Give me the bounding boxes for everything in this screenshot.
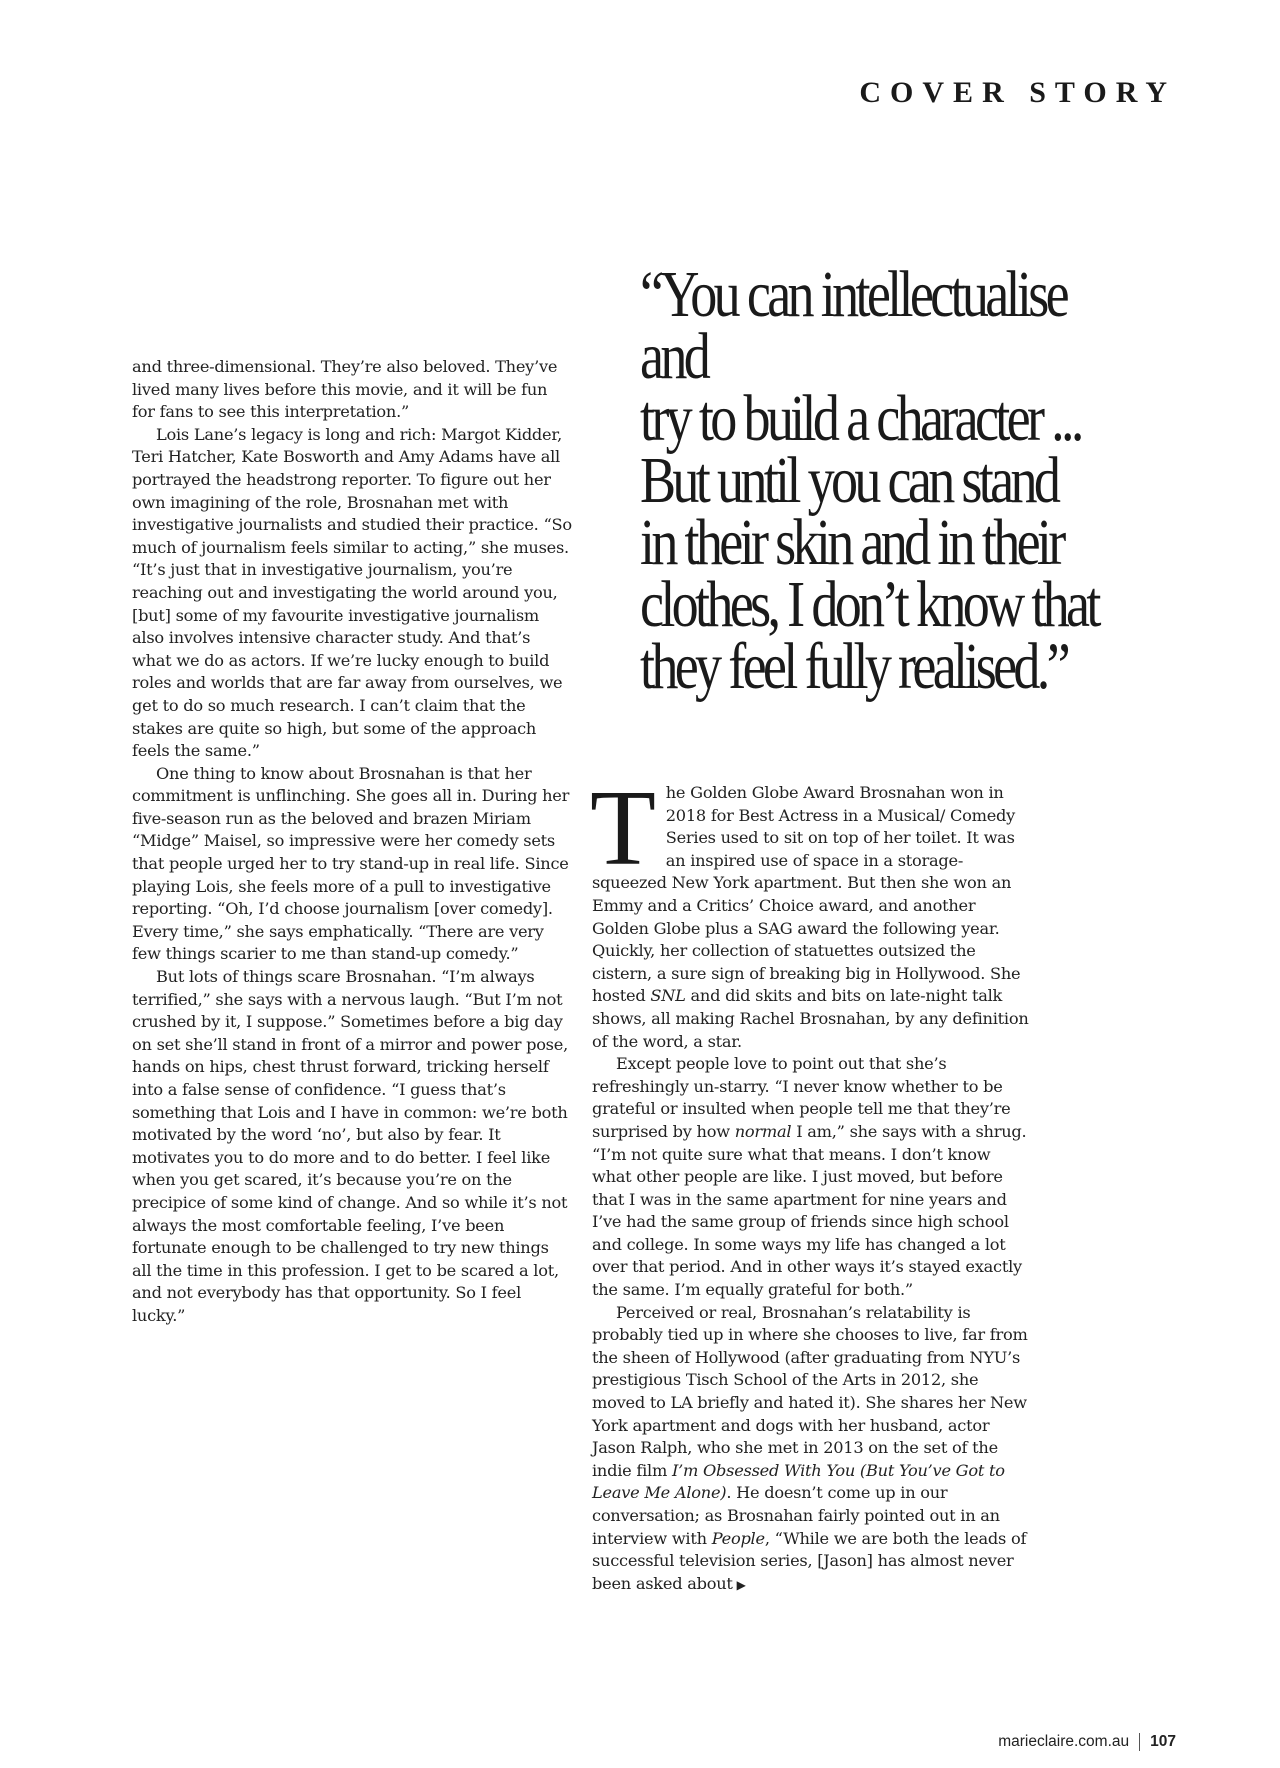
publication-name: People bbox=[711, 1528, 765, 1548]
paragraph: One thing to know about Brosnahan is that her commitment is unflinching. She goes all in. During her five-season run as the beloved and brazen Miriam “Midge” Maisel, so impressive were her comedy sets that people urged her to try stand-up in real life. Since playing Lois, she feels more of a pull to investigative reporting. “Oh, I’d choose journalism [over comedy]. Every time,” she says emphatically. “There are very few things scarier to me than stand-up comedy.” bbox=[132, 763, 570, 964]
paragraph-text: . He doesn’t come up in our conversation; as Brosnahan fairly pointed out in an interview with bbox=[592, 1483, 1000, 1548]
pull-quote: “You can intellectualise and try to build a character ... But until you can stand in their skin and in their clothes, I don’t know that they feel fully realised.” bbox=[640, 258, 1098, 703]
opening-paragraph bbox=[590, 769, 1032, 1053]
emphasis: normal bbox=[734, 1121, 792, 1141]
section-label: COVER STORY bbox=[859, 76, 1176, 109]
paragraph-text: , “While we are both the leads of successful television series, [Jason] has almost never been asked about bbox=[592, 1528, 1027, 1593]
paragraph-text: and did skits and bits on late-night talk shows, all making Rachel Brosnahan, by any definition of the word, a star. bbox=[592, 986, 1029, 1051]
footer-divider bbox=[1139, 1733, 1140, 1751]
paragraph: and three-dimensional. They’re also beloved. They’ve lived many lives before this movie, and it will be fun for fans to see this interpretation.” bbox=[132, 357, 558, 422]
page-footer bbox=[998, 1733, 1176, 1751]
page-number: 107 bbox=[1150, 1733, 1176, 1750]
paragraph bbox=[592, 1053, 1032, 1302]
paragraph-text: Except people love to point out that she’s refreshingly un-starry. “I never know whether to be grateful or insulted when people tell me that they’re surprised by how bbox=[592, 1054, 1011, 1141]
show-title: SNL bbox=[650, 986, 686, 1006]
paragraph-text: I am,” she says with a shrug. “I’m not quite sure what that means. I don’t know what other people are like. I just moved, but before that I was in the same apartment for nine years and I’ve had the same group of friends since high school and college. In some ways my life has changed a lot over that period. And in other ways it’s stayed exactly the same. I’m equally grateful for both.” bbox=[592, 1121, 1027, 1300]
paragraph bbox=[592, 1302, 1032, 1597]
drop-cap: T bbox=[590, 769, 656, 888]
article-column-right bbox=[590, 769, 1032, 1596]
paragraph: But lots of things scare Brosnahan. “I’m always terrified,” she says with a nervous laugh. “But I’m not crushed by it, I suppose.” Sometimes before a big day on set she’ll stand in front of a mirror and power pose, hands on hips, chest thrust forward, tricking herself into a false sense of confidence. “I guess that’s something that Lois and I have in common: we’re both motivated by the word ‘no’, but also by fear. It motivates you to do more and to do better. I feel like when you get scared, it’s because you’re on the precipice of some kind of change. And so while it’s not always the most comfortable feeling, I’ve been fortunate enough to be challenged to try new things all the time in this profession. I get to be scared a lot, and not everybody has that opportunity. So I feel lucky.” bbox=[132, 967, 568, 1325]
paragraph-text: Perceived or real, Brosnahan’s relatability is probably tied up in where she chooses to live, far from the sheen of Hollywood (after graduating from NYU’s prestigious Tisch School of the Arts in 2012, she moved to LA briefly and hated it). She shares her New York apartment and dogs with her husband, actor Jason Ralph, who she met in 2013 on the set of the indie film bbox=[592, 1302, 1028, 1480]
paragraph-text: he Golden Globe Award Brosnahan won in 2018 for Best Actress in a Musical/ Comedy Series used to sit on top of her toilet. It was an inspired use of space in a storage-squeezed New York apartment. But then she won an Emmy and a Critics’ Choice award, and another Golden Globe plus a SAG award the following year. Quickly, her collection of statuettes outsized the cistern, a sure sign of breaking big in Hollywood. She hosted bbox=[592, 783, 1021, 1006]
paragraph: Lois Lane’s legacy is long and rich: Margot Kidder, Teri Hatcher, Kate Bosworth and Amy Adams have all portrayed the headstrong reporter. To figure out her own imagining of the role, Brosnahan met with investigative journalists and studied their practice. “So much of journalism feels similar to acting,” she muses. “It’s just that in investigative journalism, you’re reaching out and investigating the world around you, [but] some of my favourite investigative journalism also involves intensive character study. And that’s what we do as actors. If we’re lucky enough to build roles and worlds that are far away from ourselves, we get to do so much research. I can’t claim that the stakes are quite so high, but some of the approach feels the same.” bbox=[132, 424, 572, 761]
article-column-left bbox=[132, 356, 572, 1328]
site-url: marieclaire.com.au bbox=[998, 1733, 1130, 1750]
continue-arrow-icon: ▶ bbox=[736, 1577, 746, 1592]
film-title: I’m Obsessed With You (But You’ve Got to Leave Me Alone) bbox=[592, 1460, 1005, 1503]
